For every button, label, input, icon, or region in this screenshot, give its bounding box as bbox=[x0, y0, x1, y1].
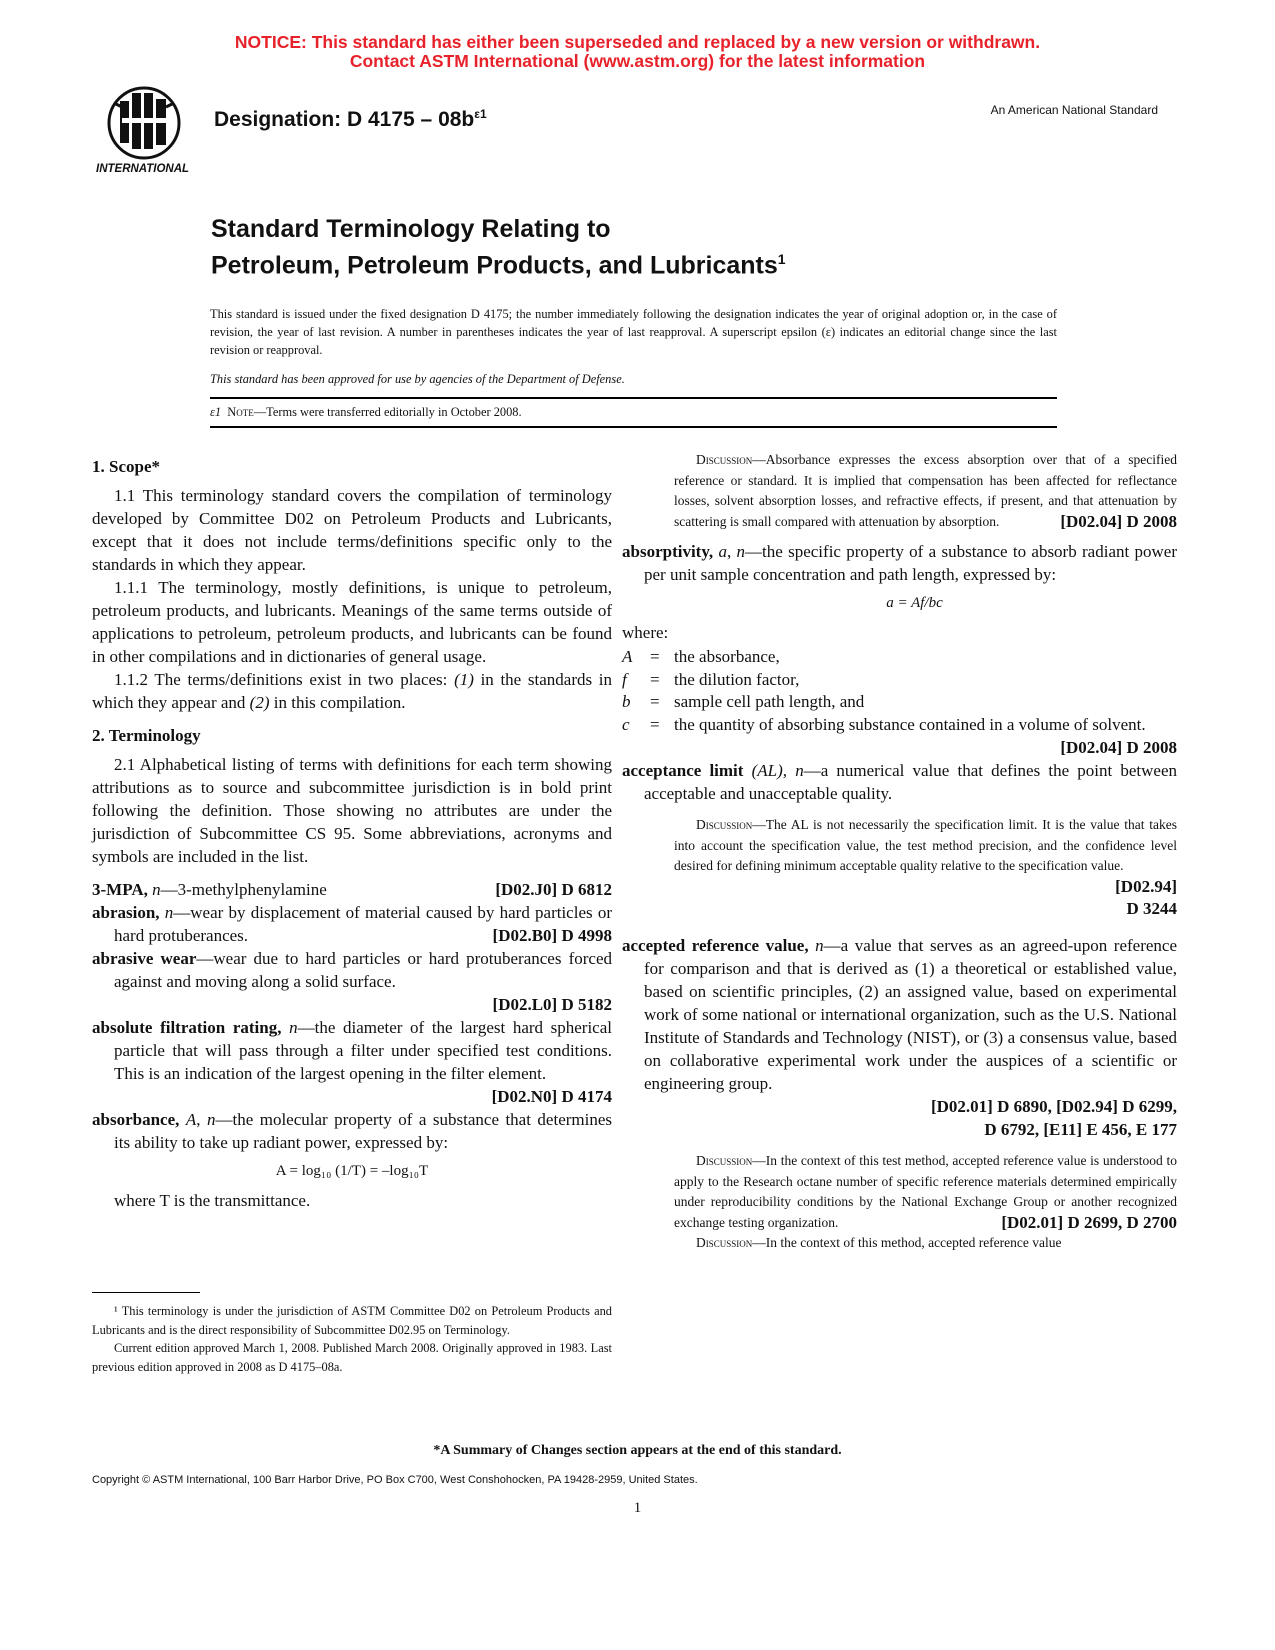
term-attribution: [D02.04] D 2008 bbox=[1060, 738, 1177, 757]
right-column bbox=[622, 450, 1178, 1254]
copyright: Copyright © ASTM International, 100 Barr Harbor Drive, PO Box C700, West Conshohocken, PA 19428-2959, United States. bbox=[92, 1474, 698, 1486]
term-attribution: [D02.N0] D 4174 bbox=[491, 1087, 612, 1106]
absorbance-formula: A = log₁₀ (1/T) = –log₁₀T bbox=[275, 1163, 429, 1179]
term-entry: absorptivity, a, n—the specific property of a substance to absorb radiant power per unit sample concentration and path length, expressed by: bbox=[622, 542, 1178, 584]
designation-text: Designation: D 4175 – 08b bbox=[214, 108, 475, 131]
term-pos: n bbox=[815, 936, 824, 955]
term-name: acceptance limit bbox=[622, 761, 744, 780]
notice-line-2: Contact ASTM International (www.astm.org) for the latest information bbox=[349, 51, 926, 71]
page-number: 1 bbox=[633, 1500, 642, 1516]
term-pos: n bbox=[206, 1110, 216, 1129]
discussion bbox=[674, 1151, 1177, 1233]
where-label: where: bbox=[622, 623, 669, 642]
term-attribution: D 6792, [E11] E 456, E 177 bbox=[984, 1120, 1177, 1139]
discussion-label: Discussion bbox=[696, 1235, 753, 1250]
term-attribution: [D02.L0] D 5182 bbox=[492, 995, 612, 1014]
variable-equals: = bbox=[650, 714, 660, 734]
term-entry bbox=[92, 947, 612, 993]
discussion bbox=[674, 450, 1177, 532]
variable-definition: the absorbance, bbox=[674, 647, 780, 666]
term-name: absorbance, bbox=[92, 1110, 180, 1129]
term-abbreviation: (AL), bbox=[751, 761, 788, 780]
term-definition: —the specific property of a substance to absorb radiant power per unit sample concentration and path length, expressed by: bbox=[644, 542, 1178, 584]
discussion-text: —In the context of this method, accepted reference value bbox=[752, 1235, 1062, 1250]
footnote-2: Current edition approved March 1, 2008. Published March 2008. Originally approved in 1983. Last previous edition approved in 2008 as D 4175–08a. bbox=[92, 1341, 612, 1374]
astm-logo-icon bbox=[92, 85, 200, 177]
term-name: accepted reference value, bbox=[622, 936, 809, 955]
term-pos: n bbox=[736, 542, 746, 561]
discussion-label: Discussion bbox=[696, 817, 753, 832]
term-definition: —a value that serves as an agreed-upon reference for comparison and that is derived as (1) a theoretical or established value, based on scientific principles, (2) an assigned value, based on experimental work of some national or international organization, such as the U.S. National Institute of Standards and Technology (NIST), or (3) a consensus value, based on collaborative experimental work under the auspices of a scientific or engineering group. bbox=[644, 936, 1177, 1093]
absorbance-where: where T is the transmittance. bbox=[114, 1191, 311, 1210]
designation bbox=[214, 107, 487, 132]
footnote-1: ¹ This terminology is under the jurisdiction of ASTM Committee D02 on Petroleum Products and Lubricants and is the direct responsibility of Subcommittee D02.95 on Terminology. bbox=[92, 1304, 612, 1337]
scope-p3-n1: (1) bbox=[454, 670, 474, 689]
note-epsilon: ε1 bbox=[210, 405, 222, 419]
left-column bbox=[92, 455, 612, 1212]
discussion bbox=[674, 815, 1177, 896]
term-entry bbox=[92, 901, 612, 947]
divider bbox=[210, 397, 1057, 399]
notice-line-1: NOTICE: This standard has either been superseded and replaced by a new version or withdrawn. bbox=[234, 32, 1041, 52]
term-pos: n bbox=[289, 1018, 298, 1037]
term-name: abrasion, bbox=[92, 903, 160, 922]
term-attribution: [D02.01] D 2699, D 2700 bbox=[1001, 1212, 1177, 1232]
term-definition: —3-methylphenylamine bbox=[160, 880, 327, 899]
discussion-text: —In the context of this test method, accepted reference value is understood to apply to the Research octane number of specific reference materials determined empirically under reproducibility conditions by the National Exchange Group or another recognized exchange testing organization. bbox=[674, 1153, 1177, 1230]
discussion-text: —Absorbance expresses the excess absorption over that of a specified reference or standard. It is implied that compensation has been affected for reflectance losses, solvent absorption losses, and refractive effects, if present, and that attenuation by scattering is small compared with attenuation by absorption. bbox=[674, 452, 1177, 529]
term-attribution: [D02.B0] D 4998 bbox=[492, 926, 612, 945]
discussion-label: Discussion bbox=[696, 452, 753, 467]
designation-sup: ε1 bbox=[474, 107, 487, 121]
dod-approval: This standard has been approved for use by agencies of the Department of Defense. bbox=[210, 372, 625, 386]
term-symbol: a bbox=[718, 542, 727, 561]
term-attribution: [D02.04] D 2008 bbox=[1060, 511, 1177, 531]
national-standard-label: An American National Standard bbox=[990, 103, 1158, 117]
variable-symbol: c bbox=[622, 714, 630, 734]
term-definition: —wear due to hard particles or hard protuberances forced against and moving along a solid surface. bbox=[114, 949, 612, 991]
term-pos: n bbox=[152, 880, 161, 899]
term-entry bbox=[622, 759, 1177, 805]
scope-p3-b: in the standards in which they appear and bbox=[92, 670, 612, 712]
logo-text: INTERNATIONAL bbox=[96, 163, 190, 175]
term-entry: absorbance, A, n—the molecular property of a substance that determines its ability to take up radiant power, expressed by: bbox=[92, 1110, 613, 1152]
astm-logo bbox=[92, 85, 200, 177]
term-name: absolute filtration rating, bbox=[92, 1018, 282, 1037]
scope-p3-a: 1.1.2 The terms/definitions exist in two places: bbox=[114, 670, 455, 689]
withdrawal-notice bbox=[0, 33, 1275, 71]
term-entry bbox=[622, 934, 1177, 1095]
note-text: —Terms were transferred editorially in October 2008. bbox=[253, 405, 522, 419]
term-definition: —the diameter of the largest hard spherical particle that will pass through a filter under specified test conditions. This is an indication of the largest opening in the filter element. bbox=[114, 1018, 612, 1083]
term-attribution: [D02.94] bbox=[1115, 876, 1177, 896]
scope-p3-n2: (2) bbox=[249, 693, 270, 712]
variable-row bbox=[622, 669, 1177, 692]
term-attribution: [D02.01] D 6890, [D02.94] D 6299, bbox=[930, 1097, 1177, 1116]
note-label: Note bbox=[227, 405, 254, 419]
footnotes bbox=[92, 1302, 612, 1376]
footnote-divider bbox=[92, 1292, 200, 1293]
term-name: abrasive wear bbox=[92, 949, 197, 968]
term-definition: —a numerical value that defines the point between acceptable and unacceptable quality. bbox=[644, 761, 1178, 803]
scope-heading: 1. Scope* bbox=[92, 457, 160, 476]
variable-row bbox=[622, 691, 1177, 714]
variable-row bbox=[622, 714, 1177, 737]
title-line-1: Standard Terminology Relating to bbox=[211, 215, 611, 243]
scope-p1: 1.1 This terminology standard covers the compilation of terminology developed by Committee D02 on Petroleum Products and Lubricants, except that it does not include terms/definitions specific only to the standards in which they appear. bbox=[92, 486, 612, 574]
term-definition: —wear by displacement of material caused by hard particles or hard protuberances. bbox=[114, 903, 612, 945]
term-attribution: D 3244 bbox=[1126, 899, 1177, 918]
term-entry bbox=[92, 1016, 612, 1106]
variable-symbol: b bbox=[622, 692, 631, 711]
variable-definition: sample cell path length, and bbox=[674, 692, 865, 711]
variable-table bbox=[622, 646, 1177, 736]
term-name: 3-MPA, bbox=[92, 880, 148, 899]
term-pos: n bbox=[795, 761, 804, 780]
terminology-p1: 2.1 Alphabetical listing of terms with definitions for each term showing attributions as to source and subcommittee jurisdiction is in bold print following the definition. Those showing no attributes are under the jurisdiction of Subcommittee CS 95. Some abbreviations, acronyms and symbols are included in the list. bbox=[92, 755, 612, 866]
editorial-note bbox=[210, 405, 522, 420]
terminology-heading: 2. Terminology bbox=[92, 726, 201, 745]
term-attribution: [D02.J0] D 6812 bbox=[495, 880, 612, 899]
page-title bbox=[211, 214, 786, 280]
scope-p3-c: in this compilation. bbox=[269, 693, 406, 712]
term-name: absorptivity, bbox=[622, 542, 714, 561]
absorptivity-formula: a = Af/bc bbox=[886, 595, 943, 611]
variable-equals: = bbox=[650, 692, 660, 711]
divider bbox=[210, 426, 1057, 428]
term-definition: —the molecular property of a substance that determines its ability to take up radiant power, expressed by: bbox=[114, 1110, 613, 1152]
term-entry bbox=[92, 878, 612, 901]
variable-equals: = bbox=[650, 647, 660, 666]
variable-definition: the dilution factor, bbox=[674, 669, 800, 689]
discussion-text: —The AL is not necessarily the specification limit. It is the value that takes into account the specification value, the test method precision, and the confidence level desired for defining minimum acceptable quality relative to the specification value. bbox=[674, 817, 1177, 873]
title-line-2 bbox=[211, 244, 786, 280]
scope-p3 bbox=[92, 668, 612, 714]
term-symbol: A bbox=[185, 1110, 197, 1129]
scope-p2: 1.1.1 The terminology, mostly definitions, is unique to petroleum, petroleum products, and lubricants. Meanings of the same terms outside of applications to petroleum, petroleum products, and lubricants can be found in other compilations and in dictionaries of general usage. bbox=[92, 578, 612, 666]
title-footnote-ref: 1 bbox=[777, 251, 786, 267]
discussion bbox=[674, 1233, 1177, 1254]
summary-note: *A Summary of Changes section appears at the end of this standard. bbox=[433, 1443, 842, 1458]
intro-paragraph: This standard is issued under the fixed designation D 4175; the number immediately following the designation indicates the year of original adoption or, in the case of revision, the year of last revision. A number in parentheses indicates the year of last reapproval. A superscript epsilon (ε) indicates an editorial change since the last revision or reapproval. bbox=[210, 307, 1057, 357]
term-pos: n bbox=[164, 903, 174, 922]
variable-definition: the quantity of absorbing substance contained in a volume of solvent. bbox=[674, 714, 1146, 734]
discussion-label: Discussion bbox=[696, 1153, 753, 1168]
variable-symbol: f bbox=[622, 669, 627, 689]
variable-row bbox=[622, 646, 1177, 669]
variable-symbol: A bbox=[622, 647, 633, 666]
variable-equals: = bbox=[650, 669, 660, 689]
title-line-2-text: Petroleum, Petroleum Products, and Lubricants bbox=[211, 251, 778, 280]
